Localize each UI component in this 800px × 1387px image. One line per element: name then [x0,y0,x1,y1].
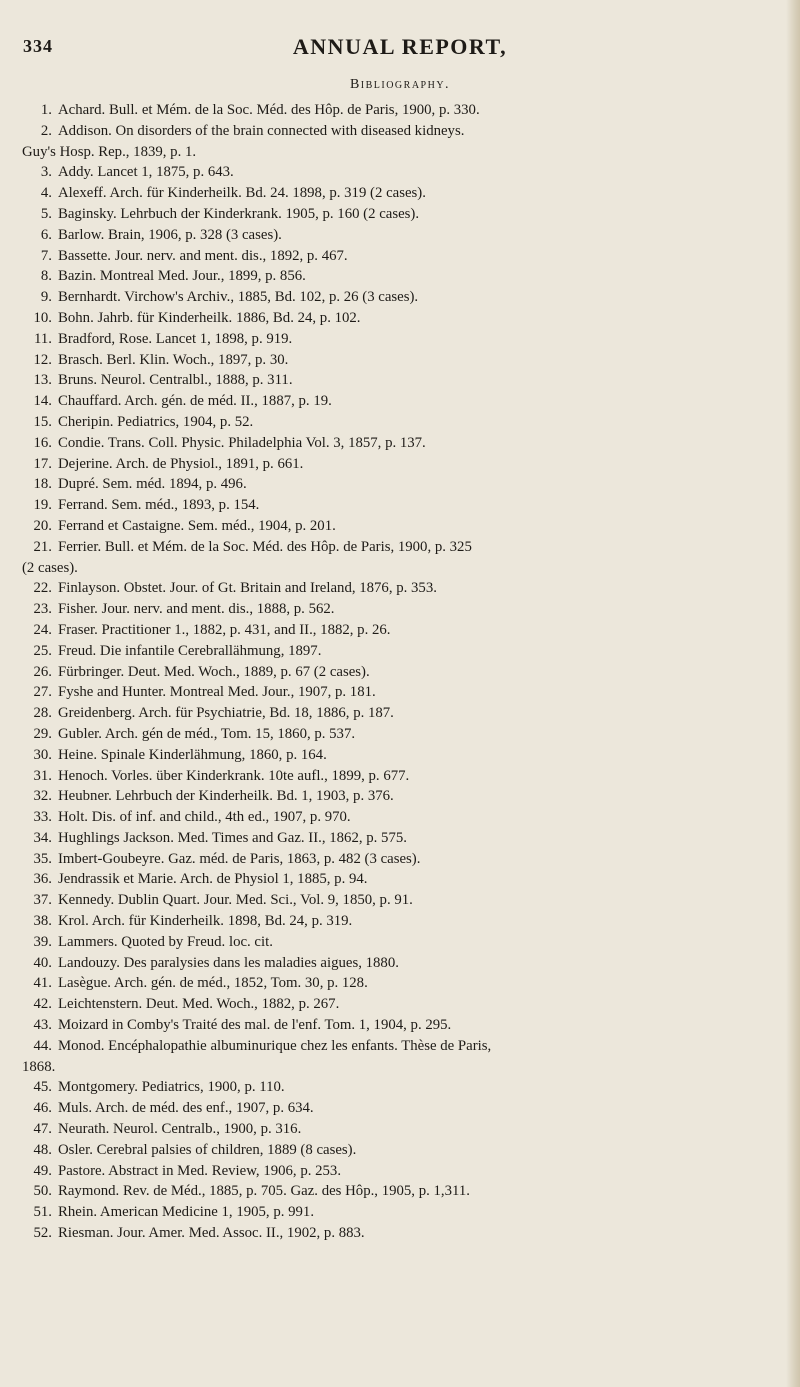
reference-number: 11. [34,330,52,347]
reference-text: Baginsky. Lehrbuch der Kinderkrank. 1905, p. 160 (2 cases). [58,205,420,222]
reference-number: 5. [40,205,52,222]
reference-item [22,1202,798,1223]
reference-item [22,537,798,579]
reference-number: 22. [33,580,52,597]
reference-item [22,350,798,371]
reference-text: Condie. Trans. Coll. Physic. Philadelphia Vol. 3, 1857, p. 137. [58,434,426,451]
reference-text: Muls. Arch. de méd. des enf., 1907, p. 634. [58,1100,314,1117]
reference-text: Heubner. Lehrbuch der Kinderheilk. Bd. 1, 1903, p. 376. [58,788,394,805]
reference-item [22,786,798,807]
reference-number: 42. [33,996,52,1013]
reference-item [22,890,798,911]
reference-item [22,516,798,537]
reference-number: 7. [40,247,52,264]
reference-item [22,1015,798,1036]
reference-number: 27. [33,684,52,701]
reference-text: Heine. Spinale Kinderlähmung, 1860, p. 164. [58,746,327,763]
reference-text: Bassette. Jour. nerv. and ment. dis., 1892, p. 467. [58,247,348,264]
reference-item [22,766,798,787]
bibliography-list [22,100,798,1244]
reference-number: 28. [33,705,52,722]
reference-text: Brasch. Berl. Klin. Woch., 1897, p. 30. [58,351,289,368]
reference-number: 4. [40,185,52,202]
reference-item [22,266,798,287]
reference-number: 37. [33,892,52,909]
reference-number: 9. [40,289,52,306]
reference-text: Lammers. Quoted by Freud. loc. cit. [58,933,273,950]
reference-number: 43. [33,1017,52,1034]
reference-item [22,495,798,516]
reference-text: Leichtenstern. Deut. Med. Woch., 1882, p. 267. [58,996,340,1013]
reference-text: Imbert-Goubeyre. Gaz. méd. de Paris, 1863, p. 482 (3 cases). [58,850,421,867]
reference-text: Barlow. Brain, 1906, p. 328 (3 cases). [58,226,282,243]
reference-item [22,620,798,641]
reference-number: 41. [33,975,52,992]
reference-number: 25. [33,642,52,659]
reference-continuation: 1868. [22,1058,56,1075]
reference-item [22,953,798,974]
reference-number: 30. [33,746,52,763]
reference-text: Riesman. Jour. Amer. Med. Assoc. II., 1902, p. 883. [58,1225,365,1242]
reference-text: Greidenberg. Arch. für Psychiatrie, Bd. 18, 1886, p. 187. [58,705,394,722]
reference-text: Finlayson. Obstet. Jour. of Gt. Britain and Ireland, 1876, p. 353. [58,580,437,597]
reference-number: 15. [33,413,52,430]
reference-number: 1. [40,102,52,118]
reference-continuation: Guy's Hosp. Rep., 1839, p. 1. [22,143,197,160]
reference-text: Ferrand et Castaigne. Sem. méd., 1904, p. 201. [58,517,336,534]
section-title: Bibliography. [349,77,451,92]
reference-text: Holt. Dis. of inf. and child., 4th ed., 1907, p. 970. [58,809,351,826]
reference-text: Montgomery. Pediatrics, 1900, p. 110. [58,1079,285,1096]
reference-text: Chauffard. Arch. gén. de méd. II., 1887, p. 19. [58,393,332,410]
reference-number: 12. [33,351,52,368]
reference-number: 19. [33,497,52,514]
reference-number: 44. [33,1037,52,1054]
reference-text: Gubler. Arch. gén de méd., Tom. 15, 1860, p. 537. [58,725,356,742]
reference-item [22,1223,798,1244]
reference-text: Lasègue. Arch. gén. de méd., 1852, Tom. 30, p. 128. [58,975,368,992]
reference-item [22,433,798,454]
reference-item [22,246,798,267]
reference-text: Henoch. Vorles. über Kinderkrank. 10te aufl., 1899, p. 677. [58,767,410,784]
reference-item [22,703,798,724]
reference-item [22,100,798,121]
reference-text: Alexeff. Arch. für Kinderheilk. Bd. 24. 1898, p. 319 (2 cases). [58,185,426,202]
reference-number: 17. [33,455,52,472]
reference-text: Achard. Bull. et Mém. de la Soc. Méd. des Hôp. de Paris, 1900, p. 330. [58,102,480,118]
reference-item [22,183,798,204]
reference-number: 13. [33,372,52,389]
reference-text: Addy. Lancet 1, 1875, p. 643. [58,164,234,181]
reference-number: 26. [33,663,52,680]
reference-item [22,308,798,329]
reference-item [22,807,798,828]
reference-number: 16. [33,434,52,451]
reference-number: 20. [33,517,52,534]
reference-item [22,474,798,495]
reference-item [22,162,798,183]
reference-item [22,412,798,433]
reference-text: Dejerine. Arch. de Physiol., 1891, p. 661. [58,455,304,472]
reference-number: 23. [33,601,52,618]
reference-item [22,932,798,953]
reference-item [22,828,798,849]
reference-text: Neurath. Neurol. Centralb., 1900, p. 316. [58,1121,302,1138]
reference-item [22,370,798,391]
reference-number: 48. [33,1141,52,1158]
reference-text: Rhein. American Medicine 1, 1905, p. 991. [58,1204,315,1221]
reference-number: 49. [33,1162,52,1179]
reference-text: Monod. Encéphalopathie albuminurique chez les enfants. Thèse de Paris, [58,1037,492,1054]
reference-item [22,225,798,246]
reference-text: Krol. Arch. für Kinderheilk. 1898, Bd. 24, p. 319. [58,913,353,930]
reference-text: Bruns. Neurol. Centralbl., 1888, p. 311. [58,372,293,389]
reference-item [22,911,798,932]
reference-text: Addison. On disorders of the brain connected with diseased kidneys. [58,122,465,139]
reference-number: 29. [33,725,52,742]
reference-text: Pastore. Abstract in Med. Review, 1906, p. 253. [58,1162,342,1179]
reference-number: 33. [33,809,52,826]
reference-item [22,121,798,163]
reference-number: 31. [33,767,52,784]
reference-text: Osler. Cerebral palsies of children, 1889 (8 cases). [58,1141,357,1158]
reference-item [22,391,798,412]
reference-text: Bazin. Montreal Med. Jour., 1899, p. 856. [58,268,306,285]
reference-number: 14. [33,393,52,410]
reference-item [22,1181,798,1202]
reference-text: Fisher. Jour. nerv. and ment. dis., 1888, p. 562. [58,601,335,618]
reference-number: 6. [40,226,52,243]
reference-item [22,869,798,890]
reference-number: 51. [33,1204,52,1221]
reference-number: 3. [40,164,52,181]
reference-number: 39. [33,933,52,950]
reference-number: 24. [33,621,52,638]
reference-text: Bradford, Rose. Lancet 1, 1898, p. 919. [58,330,293,347]
reference-number: 50. [33,1183,52,1200]
reference-number: 45. [33,1079,52,1096]
reference-number: 35. [33,850,52,867]
reference-item [22,1119,798,1140]
reference-item [22,204,798,225]
reference-text: Freud. Die infantile Cerebrallähmung, 1897. [58,642,322,659]
reference-number: 36. [33,871,52,888]
reference-number: 21. [33,538,52,555]
reference-text: Hughlings Jackson. Med. Times and Gaz. II., 1862, p. 575. [58,829,407,846]
reference-text: Bernhardt. Virchow's Archiv., 1885, Bd. 102, p. 26 (3 cases). [58,289,419,306]
reference-text: Cheripin. Pediatrics, 1904, p. 52. [58,413,254,430]
reference-number: 8. [40,268,52,285]
reference-item [22,745,798,766]
reference-text: Fyshe and Hunter. Montreal Med. Jour., 1907, p. 181. [58,684,376,701]
reference-text: Fürbringer. Deut. Med. Woch., 1889, p. 67 (2 cases). [58,663,370,680]
reference-text: Fraser. Practitioner 1., 1882, p. 431, and II., 1882, p. 26. [58,621,391,638]
reference-text: Landouzy. Des paralysies dans les maladies aigues, 1880. [58,954,399,971]
reference-item [22,1036,798,1078]
reference-item [22,973,798,994]
reference-continuation: (2 cases). [22,559,78,576]
reference-item [22,1077,798,1098]
reference-text: Ferrier. Bull. et Mém. de la Soc. Méd. des Hôp. de Paris, 1900, p. 325 [58,538,472,555]
reference-item [22,724,798,745]
reference-item [22,1140,798,1161]
reference-item [22,1098,798,1119]
reference-item [22,994,798,1015]
reference-item [22,662,798,683]
reference-item [22,641,798,662]
reference-item [22,578,798,599]
page-number: 334 [23,36,53,56]
reference-text: Bohn. Jahrb. für Kinderheilk. 1886, Bd. 24, p. 102. [58,309,361,326]
running-head: ANNUAL REPORT, [292,34,508,59]
reference-number: 47. [33,1121,52,1138]
reference-text: Ferrand. Sem. méd., 1893, p. 154. [58,497,260,514]
reference-number: 40. [33,954,52,971]
reference-text: Dupré. Sem. méd. 1894, p. 496. [58,476,247,493]
reference-number: 2. [40,122,52,139]
reference-item [22,454,798,475]
reference-number: 46. [33,1100,52,1117]
reference-item [22,849,798,870]
reference-text: Raymond. Rev. de Méd., 1885, p. 705. Gaz. des Hôp., 1905, p. 1,311. [58,1183,470,1200]
reference-item [22,1161,798,1182]
reference-number: 52. [33,1225,52,1242]
reference-item [22,329,798,350]
reference-text: Jendrassik et Marie. Arch. de Physiol 1, 1885, p. 94. [58,871,368,888]
reference-item [22,287,798,308]
reference-item [22,682,798,703]
reference-item [22,599,798,620]
reference-number: 32. [33,788,52,805]
reference-text: Moizard in Comby's Traité des mal. de l'enf. Tom. 1, 1904, p. 295. [58,1017,452,1034]
reference-number: 18. [33,476,52,493]
reference-number: 38. [33,913,52,930]
reference-text: Kennedy. Dublin Quart. Jour. Med. Sci., Vol. 9, 1850, p. 91. [58,892,413,909]
reference-number: 10. [33,309,52,326]
reference-number: 34. [33,829,52,846]
